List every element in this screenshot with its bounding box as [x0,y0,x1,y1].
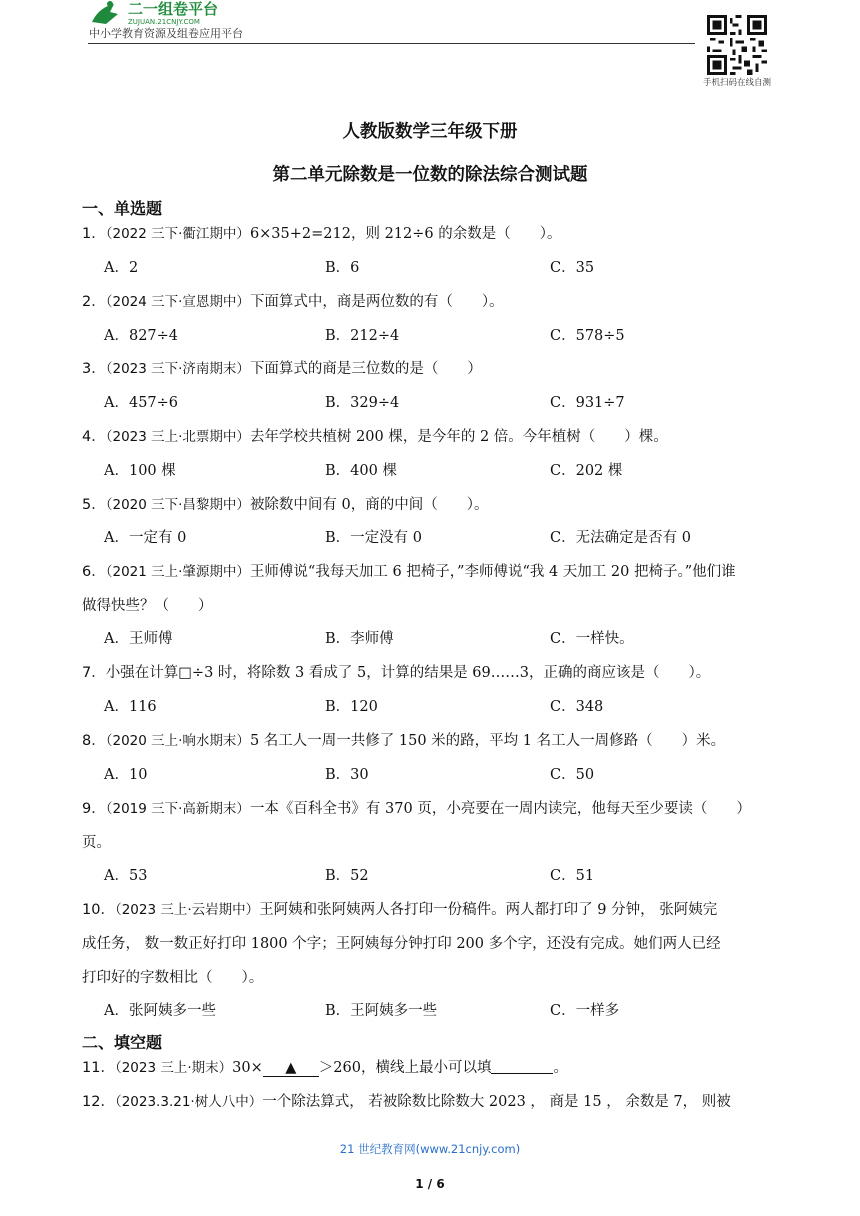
option-b[interactable]: B．6 [325,260,360,276]
option-b[interactable]: B．120 [325,699,378,715]
question-3 [82,352,782,386]
question-text-continued: 打印好的字数相比（ ）。 [82,970,264,986]
question-number: 1． [82,226,106,242]
option-c[interactable]: C．一样多 [550,1003,620,1019]
option-c[interactable]: C．51 [550,868,595,884]
question-8-options [104,758,784,792]
option-b[interactable]: B．李师傅 [325,631,394,647]
question-source: （2019 三下·高新期末） [105,801,250,817]
option-b[interactable]: B．王阿姨多一些 [325,1003,438,1019]
page-subtitle: 第二单元除数是一位数的除法综合测试题 [272,165,588,185]
triangle-blank[interactable] [263,1060,319,1077]
section-heading-single-choice: 一、单选题 [82,199,163,218]
question-9 [82,792,782,860]
option-b[interactable]: B．329÷4 [325,395,400,411]
question-10-options [104,994,784,1028]
logo-url-text: ZUJUAN.21CNJY.COM [128,18,200,26]
question-2-options [104,319,784,353]
question-source: （2023 三下·济南期末） [105,361,250,377]
question-text: 小强在计算□÷3 时，将除数 3 看成了 5，计算的结果是 69……3，正确的商应该是（ ）。 [105,665,711,681]
question-1 [82,217,782,251]
question-text-prefix: 30× [232,1060,263,1076]
page-number: 1 / 6 [415,1177,445,1191]
question-text: 下面算式的商是三位数的是（ ） [249,361,482,377]
option-c[interactable]: C．348 [550,699,604,715]
question-text: 被除数中间有 0，商的中间（ ）。 [249,497,489,513]
option-a[interactable]: A．457÷6 [104,395,179,411]
question-text: 一个除法算式， 若被除数比除数大 2023 ， 商是 15 ， 余数是 7， 则被 [262,1094,731,1110]
option-a[interactable]: A．张阿姨多一些 [104,1003,216,1019]
option-a[interactable]: A．一定有 0 [104,530,187,546]
question-text-continued: 做得快些？（ ） [82,598,213,614]
header-subtitle: 中小学教育资源及组卷应用平台 [89,27,243,40]
question-text-end: 。 [553,1060,568,1076]
option-a[interactable]: A．116 [104,699,157,715]
qr-code-icon[interactable] [707,15,767,75]
option-a[interactable]: A．100 棵 [104,463,176,479]
question-text: 6×35+2=212，则 212÷6 的余数是（ ）。 [249,226,562,242]
question-source: （2023 三上·云岩期中） [114,902,260,918]
footer-link[interactable]: 21 世纪教育网(www.21cnjy.com) [339,1142,521,1156]
question-source: （2021 三上·肇源期中） [105,564,250,580]
question-number: 12． [82,1094,115,1110]
question-text: 下面算式中，商是两位数的有（ ）。 [249,294,504,310]
option-c[interactable]: C．无法确定是否有 0 [550,530,691,546]
question-10 [82,893,782,995]
question-2 [82,285,782,319]
question-4-options [104,454,784,488]
question-source: （2023.3.21·树人八中） [114,1094,263,1110]
question-5-options [104,521,784,555]
option-a[interactable]: A．53 [104,868,148,884]
option-b[interactable]: B．一定没有 0 [325,530,422,546]
question-4 [82,420,782,454]
question-text: 一本《百科全书》有 370 页，小亮要在一周内读完，他每天至少要读（ ） [249,801,751,817]
question-text-continued: 页。 [82,835,111,851]
question-6 [82,555,782,623]
question-source: （2023 三上·期末） [114,1060,233,1076]
question-text: 王阿姨和张阿姨两人各打印一份稿件。两人都打印了 9 分钟， 张阿姨完 [259,902,718,918]
question-text-suffix: ＞260，横线上最小可以填 [318,1060,492,1076]
question-3-options [104,386,784,420]
question-5 [82,488,782,522]
option-a[interactable]: A．2 [104,260,139,276]
question-text: 去年学校共植树 200 棵，是今年的 2 倍。今年植树（ ）棵。 [249,429,668,445]
option-a[interactable]: A．827÷4 [104,328,179,344]
question-number: 7． [82,665,106,681]
question-text: 王师傅说“我每天加工 6 把椅子，”李师傅说“我 4 天加工 20 把椅子。”他们谁 [249,564,736,580]
page-title: 人教版数学三年级下册 [342,122,518,142]
option-b[interactable]: B．400 棵 [325,463,397,479]
option-c[interactable]: C．931÷7 [550,395,625,411]
question-number: 11． [82,1060,115,1076]
question-7-options [104,690,784,724]
question-source: （2020 三上·响水期末） [105,733,250,749]
option-c[interactable]: C．202 棵 [550,463,623,479]
question-number: 10． [82,902,115,918]
triangle-icon: ▲ [285,1060,297,1076]
option-b[interactable]: B．52 [325,868,369,884]
question-source: （2022 三下·衢江期中） [105,226,250,242]
question-source: （2024 三下·宣恩期中） [105,294,250,310]
question-text: 5 名工人一周一共修了 150 米的路，平均 1 名工人一周修路（ ）米。 [249,733,726,749]
question-number: 8． [82,733,106,749]
question-number: 3． [82,361,106,377]
section-heading-fill-blank: 二、填空题 [82,1033,163,1052]
question-text-continued: 成任务， 数一数正好打印 1800 个字；王阿姨每分钟打印 200 多个字，还没有完成。她们两人已经 [82,936,721,952]
option-a[interactable]: A．王师傅 [104,631,173,647]
header-divider [88,43,695,44]
question-6-options [104,622,784,656]
question-number: 4． [82,429,106,445]
option-c[interactable]: C．35 [550,260,595,276]
zujuan-logo [88,0,278,26]
option-b[interactable]: B．30 [325,767,369,783]
question-source: （2023 三上·北票期中） [105,429,250,445]
question-9-options [104,859,784,893]
question-number: 9． [82,801,106,817]
question-8 [82,724,782,758]
option-c[interactable]: C．50 [550,767,595,783]
option-c[interactable]: C．578÷5 [550,328,625,344]
option-b[interactable]: B．212÷4 [325,328,400,344]
qr-caption: 手机扫码在线自测 [702,78,771,88]
answer-blank[interactable] [491,1057,553,1074]
question-number: 5． [82,497,106,513]
question-1-options [104,251,784,285]
question-12 [82,1085,782,1119]
option-c[interactable]: C．一样快。 [550,631,634,647]
question-number: 2． [82,294,106,310]
question-7 [82,656,782,690]
question-source: （2020 三下·昌黎期中） [105,497,250,513]
question-number: 6． [82,564,106,580]
question-11 [82,1051,782,1085]
logo-text: 二一组卷平台 [128,0,219,18]
option-a[interactable]: A．10 [104,767,148,783]
